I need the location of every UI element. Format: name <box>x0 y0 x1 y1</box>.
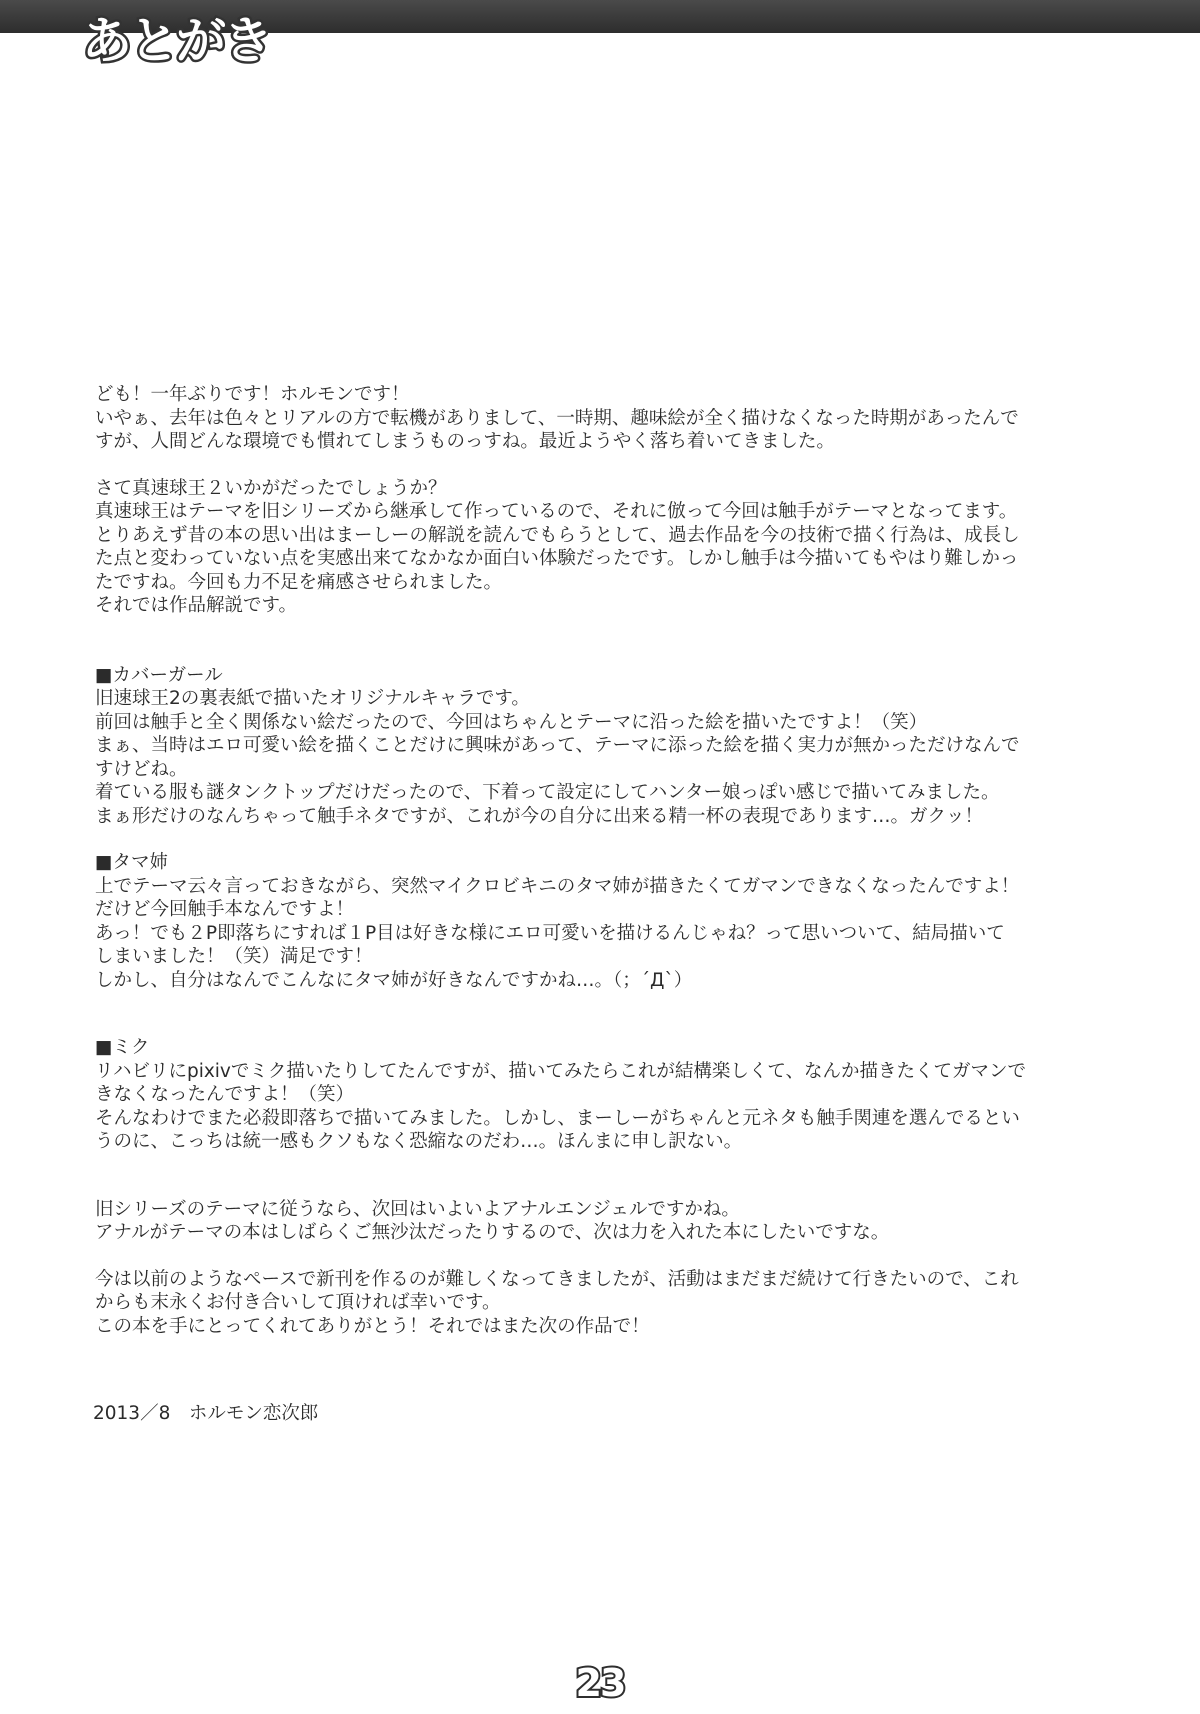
closing-paragraph-2: 今は以前のようなペースで新刊を作るのが難しくなってきましたが、活動はまだまだ続けて行きたいので、これ からも末永くお付き合いして頂ければ幸いです。 この本を手にとってくれてありがとう！それではまた次の作品で！ <box>95 1268 1019 1337</box>
intro-paragraph-2: さて真速球王２いかがだったでしょうか？ 真速球王はテーマを旧シリーズから継承して作っているので、それに倣って今回は触手がテーマとなってます。 とりあえず昔の本の思い出はまーしーの解説を読んでもらうとして、過去作品を今の技術で描く行為は、成長し た点と変わっていない点を実感出来てなかなか面白い体験だったです。しかし触手は今描いてもやはり難しかっ たですね。今回も力不足を痛感させられました。 それでは作品解説です。 <box>95 477 1020 616</box>
intro-paragraph-1: ども！一年ぶりです！ホルモンです！ いやぁ、去年は色々とリアルの方で転機がありまして、一時期、趣味絵が全く描けなくなった時期があったんで すが、人間どんな環境でも慣れてしまうものっすね。最近ようやく落ち着いてきました。 <box>95 384 1019 452</box>
section-heading-cover-girl: ■カバーガール <box>95 664 223 686</box>
signature: 2013／8 ホルモン恋次郎 <box>93 1403 319 1424</box>
section-body-cover-girl: 旧速球王2の裏表紙で描いたオリジナルキャラです。 前回は触手と全く関係ない絵だったので、今回はちゃんとテーマに沿った絵を描いたですよ！（笑） まぁ、当時はエロ可愛い絵を描くことだけに興味があって、テーマに添った絵を描く実力が無かっただけなんで すけどね。 着ている服も謎タンクトップだけだったので、下着って設定にしてハンター娘っぽい感じで描いてみました。 まぁ形だけのなんちゃって触手ネタですが、これが今の自分に出来る精一杯の表現であります…。ガクッ！ <box>95 688 1020 827</box>
section-body-miku: リハビリにpixivでミク描いたりしてたんですが、描いてみたらこれが結構楽しくて、なんか描きたくてガマンで きなくなったんですよ！（笑） そんなわけでまた必殺即落ちで描いてみました。しかし、まーしーがちゃんと元ネタも触手関連を選んでるとい うのに、こっちは統一感もクソもなく恐縮なのだわ…。ほんまに申し訳ない。 <box>95 1060 1026 1152</box>
page-number: 23 <box>575 1661 625 1705</box>
page-title: あとがき <box>82 12 270 70</box>
section-heading-miku: ■ミク <box>95 1037 150 1058</box>
afterword-body <box>95 383 1125 1338</box>
section-heading-tama-nee: ■タマ姉 <box>95 852 168 873</box>
section-body-tama-nee: 上でテーマ云々言っておきながら、突然マイクロビキニのタマ姉が描きたくてガマンできなくなったんですよ！ だけど今回触手本なんですよ！ あっ！でも２P即落ちにすれば１P目は好きな様にエロ可愛いを描けるんじゃね？って思いついて、結局描いて しまいました！（笑）満足です！ しかし、自分はなんでこんなにタマ姉が好きなんですかね…。（；´Д`） <box>95 875 1020 991</box>
closing-paragraph-1: 旧シリーズのテーマに従うなら、次回はいよいよアナルエンジェルですかね。 アナルがテーマの本はしばらくご無沙汰だったりするので、次は力を入れた本にしたいですな。 <box>95 1198 890 1243</box>
